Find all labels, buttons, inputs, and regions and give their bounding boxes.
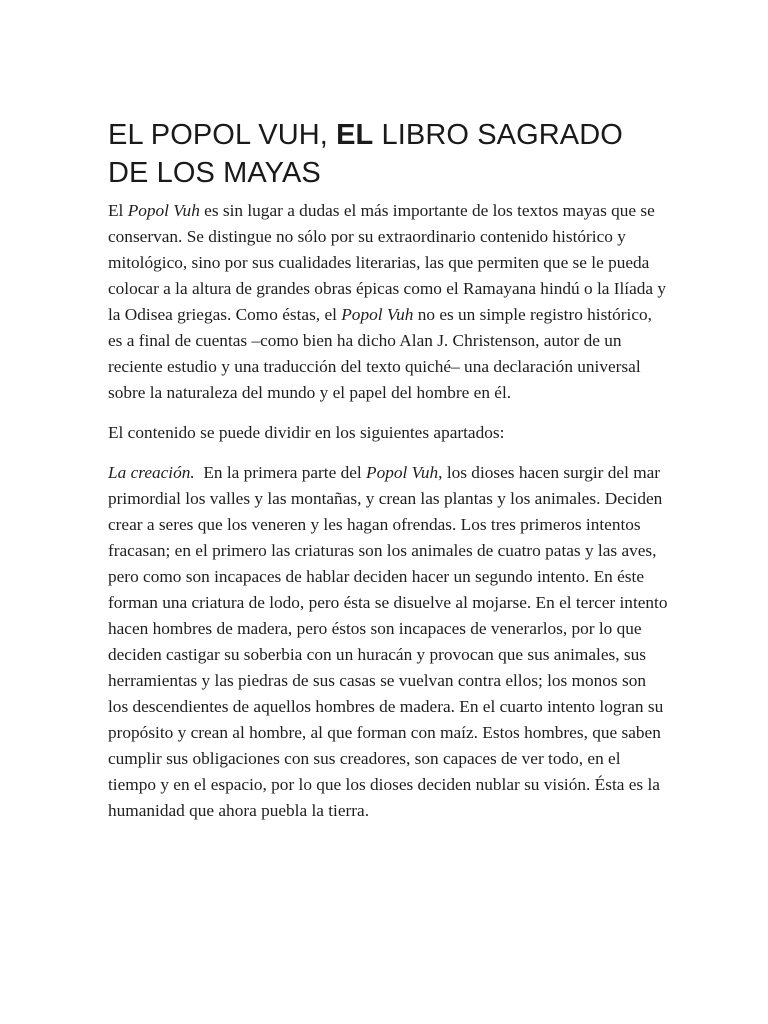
- intro-italic-1: Popol Vuh: [127, 201, 200, 220]
- creation-italic: Popol Vuh: [366, 463, 439, 482]
- title-bold-word: EL: [336, 119, 374, 151]
- creation-text-1: En la primera parte del: [194, 463, 367, 482]
- intro-paragraph: [108, 198, 668, 406]
- creation-paragraph: [108, 460, 668, 824]
- title-part-1: EL POPOL VUH,: [108, 119, 337, 151]
- intro-italic-2: Popol Vuh: [341, 305, 414, 324]
- title-part-2: LIBRO SAGRADO DE LOS MAYAS: [108, 119, 623, 189]
- intro-text-2: es sin lugar a dudas el más importante de los textos mayas que se conservan. Se distingue no sólo por su extraordinario contenido histórico y mitológico, sino por sus cualidades literarias, las que permiten que se le pueda colocar a la altura de grandes obras épicas como el Ramayana hindú o la Ilíada y la Odisea griegas. Como éstas, el: [108, 201, 667, 324]
- contents-paragraph: El contenido se puede dividir en los siguientes apartados:: [108, 423, 505, 442]
- creation-text-2: , los dioses hacen surgir del mar primordial los valles y las montañas, y crean las plantas y los animales. Deciden crear a seres que los veneren y les hagan ofrendas. Los tres primeros intentos fracasan; en el primero las criaturas son los animales de cuatro patas y las aves, pero como son incapaces de hablar deciden hacer un segundo intento. En éste forman una criatura de lodo, pero ésta se disuelve al mojarse. En el tercer intento hacen hombres de madera, pero éstos son incapaces de venerarlos, por lo que deciden castigar su soberbia con un huracán y provocan que sus animales, sus herramientas y las piedras de sus casas se vuelvan contra ellos; los monos son los descendientes de aquellos hombres de madera. En el cuarto intento logran su propósito y crean al hombre, al que forman con maíz. Estos hombres, que saben cumplir sus obligaciones con sus creadores, son capaces de ver todo, en el tiempo y en el espacio, por lo que los dioses deciden nublar su visión. Ésta es la humanidad que ahora puebla la tierra.: [108, 463, 668, 820]
- document-page: [108, 116, 668, 838]
- page-title: [108, 116, 668, 192]
- creation-heading: La creación.: [108, 463, 195, 482]
- intro-text-3: no es un simple registro histórico, es a final de cuentas –como bien ha dicho Alan J. Christenson, autor de un reciente estudio y una traducción del texto quiché– una declaración universal sobre la naturaleza del mundo y el papel del hombre en él.: [108, 305, 652, 402]
- intro-text-1: El: [108, 201, 128, 220]
